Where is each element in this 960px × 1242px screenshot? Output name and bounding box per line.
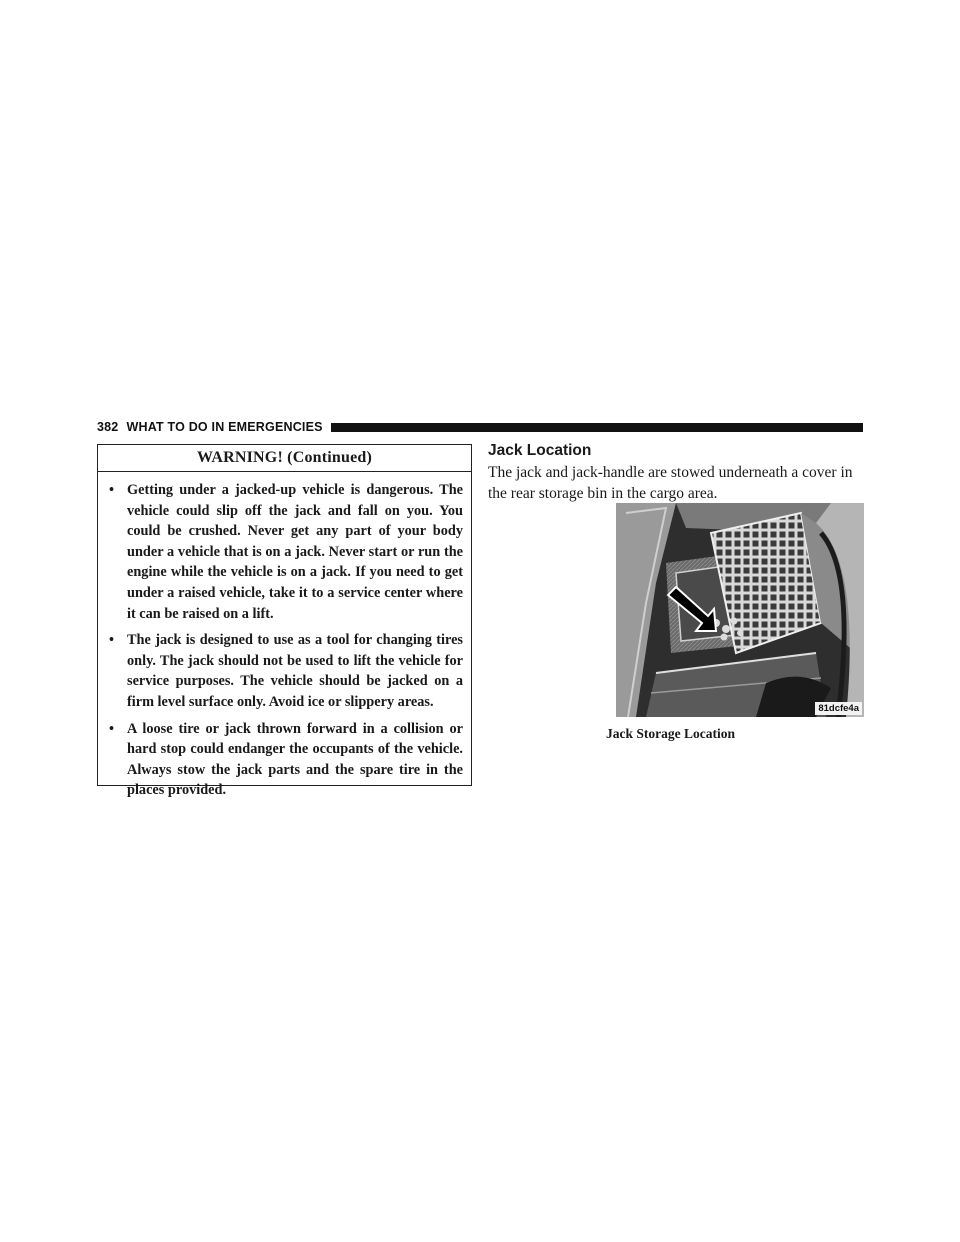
section-header: WHAT TO DO IN EMERGENCIES	[126, 420, 323, 434]
section-body: The jack and jack-handle are stowed underneath a cover in the rear storage bin in the cargo area.	[488, 464, 853, 502]
warning-item-text: A loose tire or jack thrown forward in a collision or hard stop could endanger the occupants of the vehicle. Always stow the jack parts and the spare tire in the places provided.	[127, 720, 463, 799]
bullet-icon: •	[109, 482, 115, 498]
warning-item	[106, 719, 463, 801]
page-number: 382	[97, 420, 119, 434]
section-title: Jack Location	[488, 442, 592, 459]
warning-box	[97, 444, 472, 799]
warning-list	[98, 472, 471, 801]
warning-item-text: Getting under a jacked-up vehicle is dangerous. The vehicle could slip off the jack and fall on you. You could be crushed. Never get any part of your body under a vehicle that is on a jack. Never start or run the engine while the vehicle is on a jack. If you need to get under a raised vehicle, take it to a service center where it can be raised on a lift.	[127, 482, 463, 622]
warning-item	[106, 480, 463, 624]
warning-item-text: The jack is designed to use as a tool for changing tires only. The jack should not be used to lift the vehicle for service purposes. The vehicle should be jacked on a firm level surface only. Avoid ice or slippery areas.	[127, 632, 463, 710]
page-header	[97, 418, 863, 436]
header-rule	[331, 423, 863, 432]
warning-item	[106, 630, 463, 712]
cargo-area-illustration	[616, 503, 864, 717]
bullet-icon: •	[109, 632, 115, 649]
jack-storage-figure	[616, 503, 864, 717]
figure-caption: Jack Storage Location	[606, 726, 735, 741]
image-code: 81dcfe4a	[815, 702, 862, 715]
bullet-icon: •	[109, 720, 115, 737]
warning-title: WARNING! (Continued)	[98, 445, 471, 472]
